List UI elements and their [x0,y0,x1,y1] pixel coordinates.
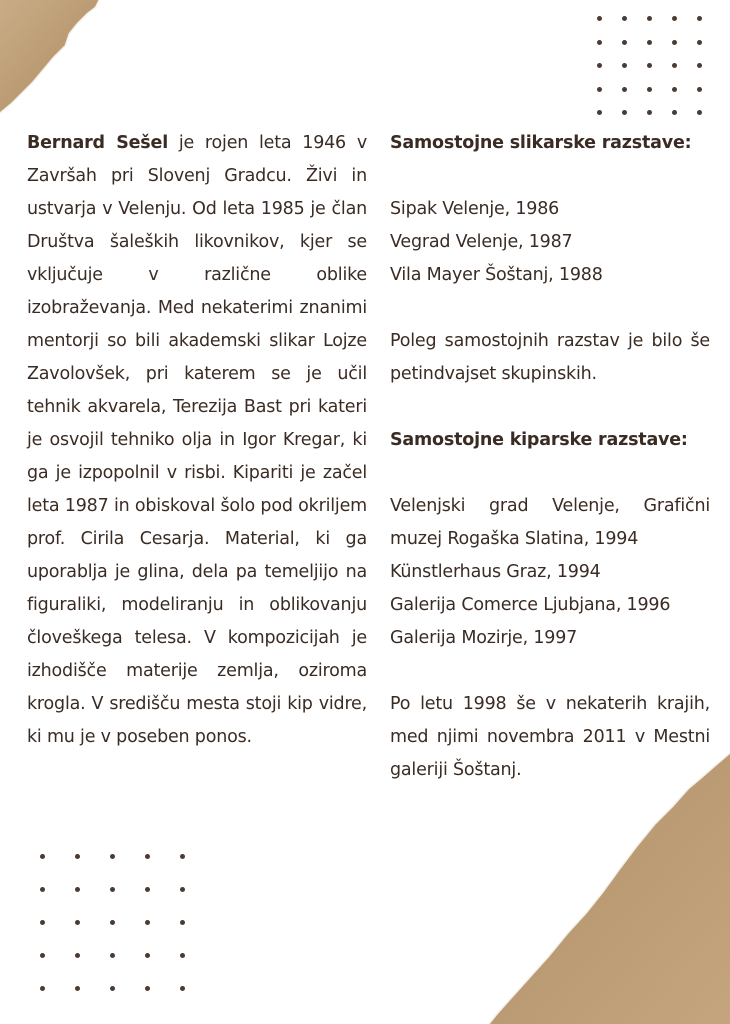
painting-exhibitions-list [390,193,710,292]
list-item: Vegrad Velenje, 1987 [390,232,573,252]
biography-paragraph [27,127,367,754]
biography-text: je rojen leta 1946 v Završah pri Slovenj Gradcu. Živi in ustvarja v Velenju. Od leta 1985 je član Društva šaleških likovnikov, kjer se vključuje v različne oblike izobraževanja. Med nekaterimi znanimi mentorji so bili akademski slikar Lojze Zavolovšek, pri katerem se je učil tehnik akvarela, Terezija Bast pri kateri je osvojil tehniko olja in Igor Kregar, ki ga je izpopolnil v risbi. Kipariti je začel leta 1987 in obiskoval šolo pod okriljem prof. Cirila Cesarja. Material, ki ga uporablja je glina, dela pa temeljijo na figuraliki, modeliranju in oblikovanju človeškega telesa. V kompozicijah je izhodišče materije zemlja, oziroma krogla. V središču mesta stoji kip vidre, ki mu je v poseben ponos. [27,133,367,747]
list-item: Galerija Mozirje, 1997 [390,628,578,648]
list-item: Künstlerhaus Graz, 1994 [390,562,601,582]
biography-column [27,127,367,754]
painting-exhibitions-heading: Samostojne slikarske razstave: [390,133,692,153]
dot-grid-top-decoration [597,16,702,115]
sculpture-exhibitions-list [390,490,710,655]
list-item: Galerija Comerce Ljubjana, 1996 [390,595,671,615]
list-item: Velenjski grad Velenje, Grafični muzej Rogaška Slatina, 1994 [390,496,710,549]
later-exhibitions-note: Po letu 1998 še v nekaterih krajih, med njimi novembra 2011 v Mestni galeriji Šoštanj. [390,694,710,780]
group-exhibitions-note: Poleg samostojnih razstav je bilo še petindvajset skupinskih. [390,331,710,384]
list-item: Sipak Velenje, 1986 [390,199,560,219]
sculpture-exhibitions-heading: Samostojne kiparske razstave: [390,430,688,450]
exhibitions-column [390,127,710,787]
dot-grid-bottom-decoration [40,854,185,991]
list-item: Vila Mayer Šoštanj, 1988 [390,265,603,285]
artist-name: Bernard Sešel [27,133,168,153]
